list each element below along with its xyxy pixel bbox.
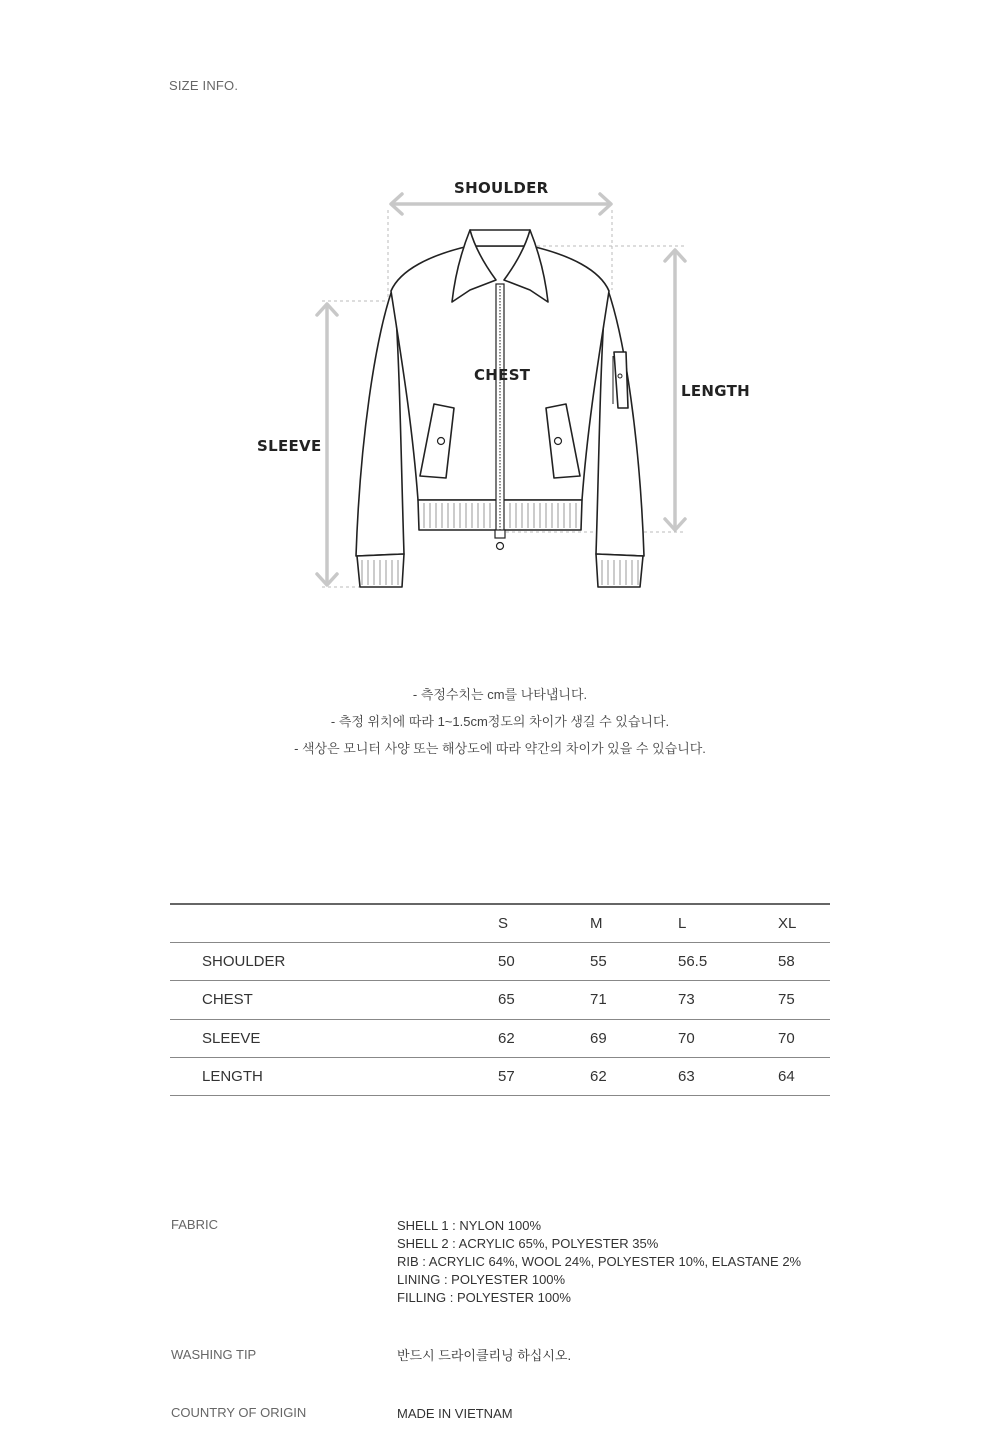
note-line: - 측정 위치에 따라 1~1.5cm정도의 차이가 생길 수 있습니다. — [330, 714, 670, 729]
note-line: - 측정수치는 cm를 나타냅니다. — [412, 687, 588, 702]
fabric-composition — [397, 1217, 801, 1307]
table-header-row — [170, 904, 830, 942]
section-title: SIZE INFO. — [169, 78, 239, 93]
table-cell: 73 — [678, 991, 695, 1009]
size-diagram — [0, 0, 1000, 640]
fabric-label: FABRIC — [171, 1217, 218, 1232]
sleeve-label: SLEEVE — [257, 437, 322, 455]
jacket-illustration — [0, 0, 1000, 640]
size-table — [170, 903, 830, 1096]
shoulder-arrow — [391, 194, 611, 214]
table-cell: 71 — [590, 991, 607, 1009]
table-row — [170, 981, 830, 1019]
table-row — [170, 1019, 830, 1057]
pocket-snap-right — [555, 438, 562, 445]
table-cell: 70 — [678, 1029, 695, 1047]
chest-label: CHEST — [474, 366, 531, 384]
fabric-line: SHELL 1 : NYLON 100% — [397, 1218, 542, 1233]
header-cell: XL — [778, 914, 797, 932]
washing-label: WASHING TIP — [171, 1347, 257, 1362]
header-cell: M — [590, 914, 603, 932]
fabric-line: FILLING : POLYESTER 100% — [397, 1290, 571, 1305]
note-line: - 색상은 모니터 사양 또는 해상도에 따라 약간의 차이가 있을 수 있습니다. — [294, 741, 706, 756]
table-cell: 75 — [778, 991, 795, 1009]
fabric-line: SHELL 2 : ACRYLIC 65%, POLYESTER 35% — [397, 1236, 659, 1251]
row-label: CHEST — [202, 991, 253, 1009]
row-label: LENGTH — [202, 1068, 263, 1086]
table-cell: 55 — [590, 953, 607, 971]
table-cell: 64 — [778, 1068, 795, 1086]
measurement-notes — [0, 681, 1000, 762]
fabric-line: LINING : POLYESTER 100% — [397, 1272, 566, 1287]
header-cell: S — [498, 914, 509, 932]
shoulder-label: SHOULDER — [454, 179, 549, 197]
table-cell: 70 — [778, 1029, 795, 1047]
table-cell: 65 — [498, 991, 515, 1009]
table-cell: 50 — [498, 953, 515, 971]
table-cell: 58 — [778, 953, 795, 971]
row-label: SHOULDER — [202, 953, 286, 971]
table-cell: 69 — [590, 1029, 607, 1047]
table-cell: 57 — [498, 1068, 515, 1086]
origin-label: COUNTRY OF ORIGIN — [171, 1405, 307, 1420]
fabric-line: RIB : ACRYLIC 64%, WOOL 24%, POLYESTER 10%, ELASTANE 2% — [397, 1254, 802, 1269]
table-row — [170, 1058, 830, 1096]
washing-value: 반드시 드라이클리닝 하십시오. — [397, 1348, 572, 1363]
pocket-snap-left — [438, 438, 445, 445]
header-cell: L — [678, 914, 687, 932]
table-cell: 56.5 — [678, 953, 708, 971]
table-cell: 62 — [498, 1029, 515, 1047]
origin-value: MADE IN VIETNAM — [397, 1406, 513, 1421]
header-cell — [170, 904, 498, 942]
row-label: SLEEVE — [202, 1029, 261, 1047]
table-cell: 62 — [590, 1068, 607, 1086]
length-label: LENGTH — [681, 382, 750, 400]
table-row — [170, 942, 830, 980]
table-cell: 63 — [678, 1068, 695, 1086]
